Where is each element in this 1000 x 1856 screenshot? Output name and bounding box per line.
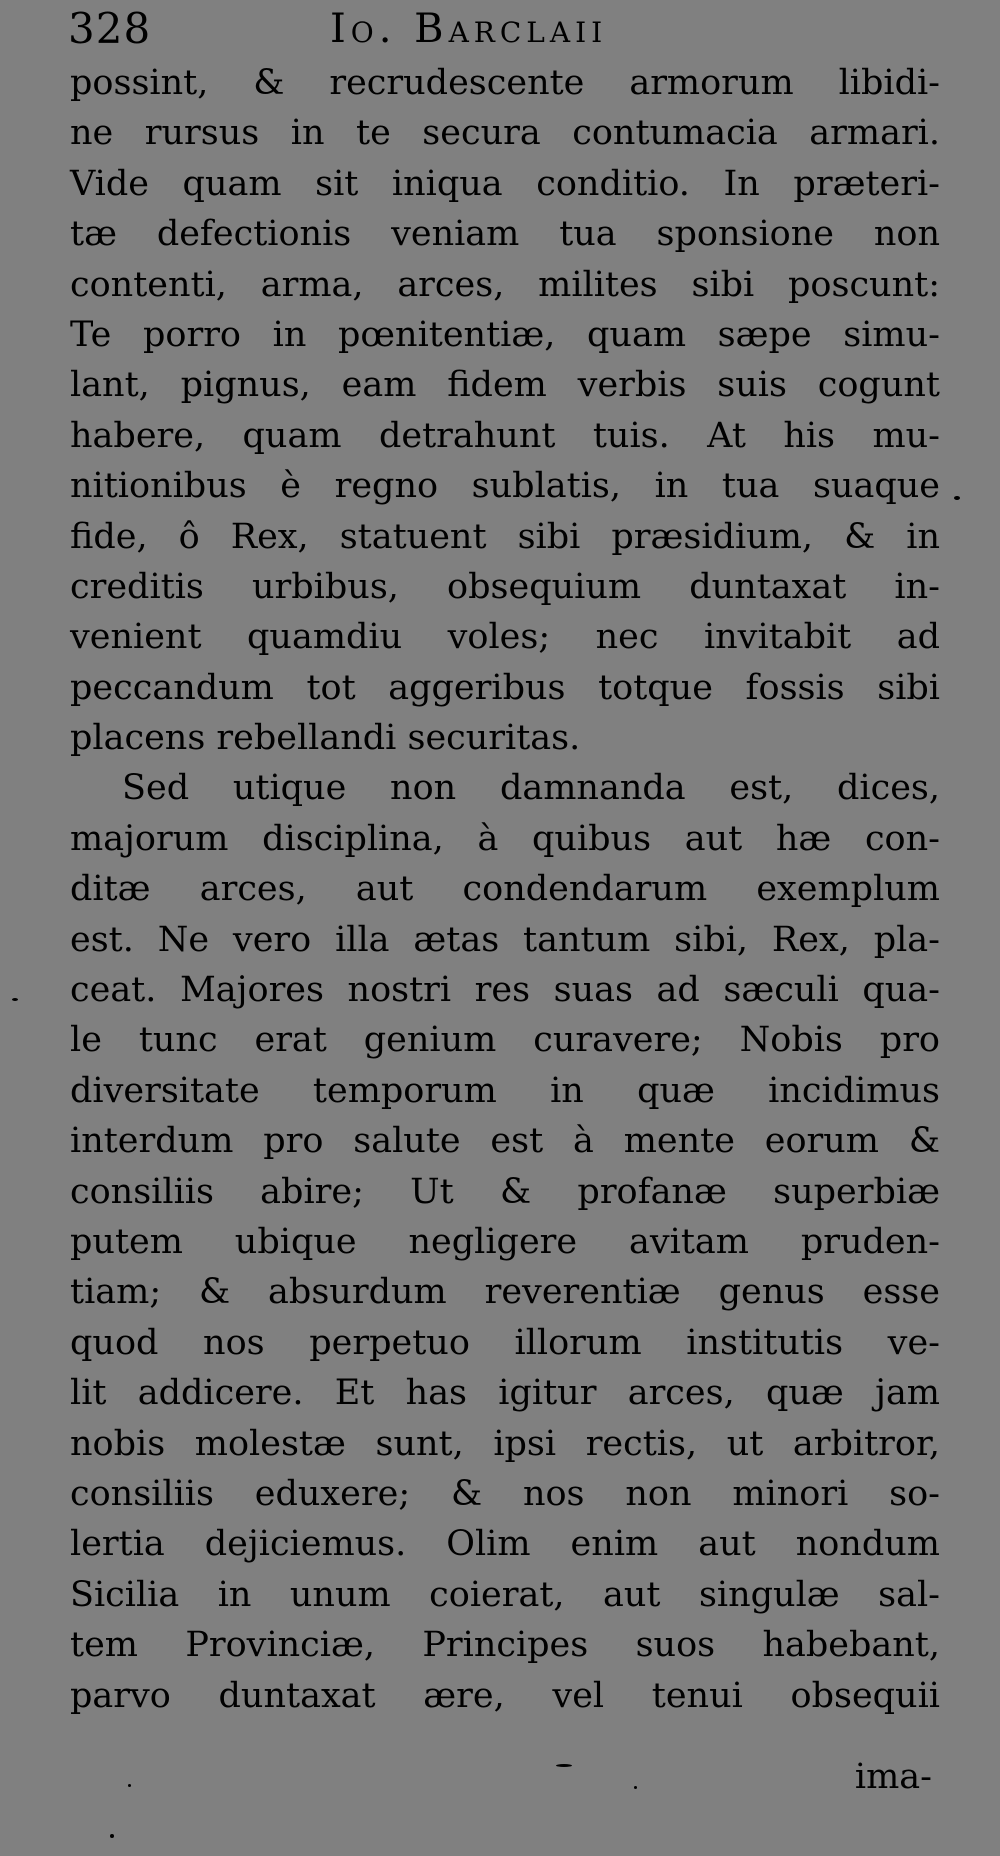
text-line: placens rebellandi securitas.	[70, 718, 581, 759]
ink-speck	[954, 496, 960, 500]
text-line: lertia dejiciemus. Olim enim aut nondum	[70, 1524, 940, 1565]
text-line: peccandum tot aggeribus totque fossis sibi	[70, 667, 940, 708]
text-line: consiliis abire; Ut & profanæ superbiæ	[70, 1171, 940, 1212]
ink-speck	[634, 1786, 637, 1789]
text-line: tæ defectionis veniam tua sponsione non	[70, 214, 940, 255]
text-line: venient quamdiu voles; nec invitabit ad	[70, 617, 940, 658]
page-header	[68, 2, 948, 56]
ink-speck	[128, 1784, 131, 1787]
text-line: majorum disciplina, à quibus aut hæ con-	[70, 818, 940, 859]
text-line: est. Ne vero illa ætas tantum sibi, Rex, pla-	[70, 919, 940, 960]
text-line: nitionibus è regno sublatis, in tua suaque	[70, 466, 940, 507]
text-line: Sed utique non damnanda est, dices,	[122, 768, 940, 809]
text-line: le tunc erat genium curavere; Nobis pro	[70, 1020, 940, 1061]
text-line: Sicilia in unum coierat, aut singulæ sal-	[70, 1574, 940, 1615]
text-line: habere, quam detrahunt tuis. At his mu-	[70, 415, 940, 456]
running-head: Io. Barclaii	[330, 6, 608, 52]
text-line: ceat. Majores nostri res suas ad sæculi qua-	[70, 970, 940, 1011]
text-line: putem ubique negligere avitam pruden-	[70, 1221, 940, 1262]
paragraph-1	[70, 58, 940, 763]
ink-speck	[110, 1834, 114, 1838]
body-text	[70, 58, 940, 1721]
text-line: ditæ arces, aut condendarum exemplum	[70, 869, 940, 910]
ink-speck	[12, 998, 18, 1001]
text-line: diversitate temporum in quæ incidimus	[70, 1070, 940, 1111]
ink-speck	[556, 1764, 572, 1767]
text-line: Vide quam sit iniqua conditio. In præteri-	[70, 163, 940, 204]
text-line: quod nos perpetuo illorum institutis ve-	[70, 1322, 940, 1363]
text-line: parvo duntaxat ære, vel tenui obsequii	[70, 1675, 940, 1716]
text-line: tiam; & absurdum reverentiæ genus esse	[70, 1272, 940, 1313]
text-line: fide, ô Rex, statuent sibi præsidium, & in	[70, 516, 940, 557]
page-number: 328	[68, 4, 152, 53]
text-line: possint, & recrudescente armorum libidi-	[70, 63, 940, 103]
text-line: tem Provinciæ, Principes suos habebant,	[70, 1625, 940, 1666]
text-line: Te porro in pœnitentiæ, quam sæpe simu-	[70, 314, 940, 355]
text-line: contenti, arma, arces, milites sibi poscunt:	[70, 264, 940, 305]
text-line: ne rursus in te secura contumacia armari.	[70, 113, 940, 154]
text-line: lant, pignus, eam fidem verbis suis cogunt	[70, 365, 940, 406]
catchword: ima-	[854, 1757, 932, 1797]
text-line: creditis urbibus, obsequium duntaxat in-	[70, 566, 940, 607]
text-line: interdum pro salute est à mente eorum &	[70, 1121, 940, 1162]
text-line: nobis molestæ sunt, ipsi rectis, ut arbitror,	[70, 1423, 940, 1464]
paragraph-2	[70, 763, 940, 1720]
text-line: consiliis eduxere; & nos non minori so-	[70, 1473, 940, 1514]
text-line: lit addicere. Et has igitur arces, quæ jam	[70, 1373, 940, 1414]
